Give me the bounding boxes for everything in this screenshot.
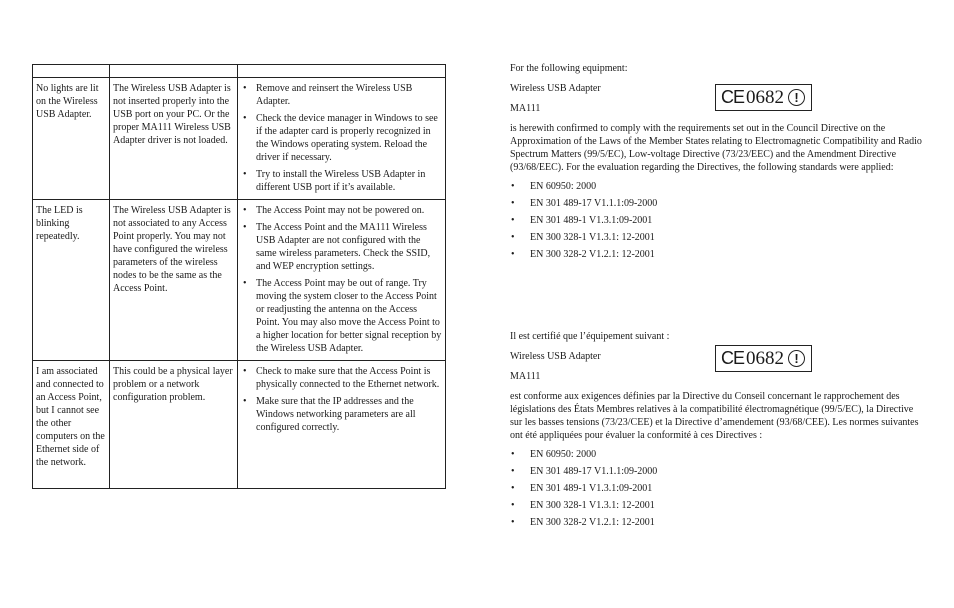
standard-item: • EN 60950: 2000 <box>510 448 922 465</box>
ce-logo: CE <box>721 87 745 107</box>
table-row <box>33 78 446 200</box>
standard-item: • EN 300 328-2 V1.2.1: 12-2001 <box>510 516 922 533</box>
ce-compliance-mark <box>715 84 812 111</box>
header-cell-solution <box>238 65 446 78</box>
declaration-intro: For the following equipment: <box>510 63 628 74</box>
declaration-model: MA111 <box>510 371 541 382</box>
standard-item: • EN 300 328-1 V1.3.1: 12-2001 <box>510 499 922 516</box>
solution-cell <box>238 200 446 361</box>
alert-icon: ! <box>788 89 805 106</box>
alert-icon: ! <box>788 350 805 367</box>
declaration-intro: Il est certifié que l’équipement suivant : <box>510 331 670 342</box>
declaration-model: MA111 <box>510 103 541 114</box>
solution-item: • The Access Point and the MA111 Wireless USB Adapter are not configured with the same wireless parameters. Check the SSID, and WEP encryption settings. <box>241 221 442 273</box>
solution-item: • Try to install the Wireless USB Adapter in different USB port if it’s available. <box>241 168 442 194</box>
declaration-product: Wireless USB Adapter <box>510 351 601 362</box>
solution-list <box>241 365 442 434</box>
solution-item: • Remove and reinsert the Wireless USB Adapter. <box>241 82 442 108</box>
notified-body-number: 0682 <box>746 348 785 369</box>
standard-item: • EN 300 328-1 V1.3.1: 12-2001 <box>510 231 922 248</box>
standard-item: • EN 301 489-17 V1.1.1:09-2000 <box>510 465 922 482</box>
ce-compliance-mark <box>715 345 812 372</box>
table-header-row <box>33 65 446 78</box>
solution-cell <box>238 78 446 200</box>
declaration-body: est conforme aux exigences définies par la Directive du Conseil concernant le rapprochement des législations des États Membres relatives à la compatibilité électromagnétique (99/5/EC), la Directive sur les basses tensions (73/23/CEE) et la Directive d’amendement (93/68/CEE). Les normes suivantes ont été appliquées pour évaluer la conformité à ces Directives : <box>510 391 919 441</box>
cause-cell: This could be a physical layer problem or a network configuration problem. <box>110 361 238 489</box>
notified-body-number: 0682 <box>746 87 785 108</box>
standard-item: • EN 300 328-2 V1.2.1: 12-2001 <box>510 248 922 265</box>
standards-list <box>510 448 922 533</box>
standard-item: • EN 301 489-1 V1.3.1:09-2001 <box>510 214 922 231</box>
standards-list <box>510 180 922 265</box>
symptom-cell: No lights are lit on the Wireless USB Adapter. <box>33 78 110 200</box>
solution-list <box>241 204 442 355</box>
solution-list <box>241 82 442 194</box>
solution-item: • The Access Point may be out of range. Try moving the system closer to the Access Point or readjusting the antenna on the Access Point. You may also move the Access Point to a higher location for better signal reception by the Wireless USB Adapter. <box>241 277 442 355</box>
solution-item: • Make sure that the IP addresses and the Windows networking parameters are all configured correctly. <box>241 395 442 434</box>
header-cell-cause <box>110 65 238 78</box>
declaration-body: is herewith confirmed to comply with the requirements set out in the Council Directive on the Approximation of the Laws of the Member States relating to Electromagnetic Compatibility and Radio Spectrum Matters (99/5/EC), Low-voltage Directive (73/23/EEC) and the Amendment Directive (93/68/EEC). For the evaluation regarding the Directives, the following standards were applied: <box>510 123 922 173</box>
standard-item: • EN 60950: 2000 <box>510 180 922 197</box>
solution-cell <box>238 361 446 489</box>
solution-item: • Check the device manager in Windows to see if the adapter card is properly recognized in the Windows operating system. Reload the driver if necessary. <box>241 112 442 164</box>
standard-item: • EN 301 489-17 V1.1.1:09-2000 <box>510 197 922 214</box>
cause-cell: The Wireless USB Adapter is not associated to any Access Point properly. You may not have configured the wireless parameters of the wireless nodes to be the same as the Access Point. <box>110 200 238 361</box>
symptom-cell: I am associated and connected to an Access Point, but I cannot see the other computers on the Ethernet side of the network. <box>33 361 110 489</box>
standard-item: • EN 301 489-1 V1.3.1:09-2001 <box>510 482 922 499</box>
ce-logo: CE <box>721 348 745 368</box>
solution-item: • Check to make sure that the Access Point is physically connected to the Ethernet network. <box>241 365 442 391</box>
table-row <box>33 200 446 361</box>
table-row <box>33 361 446 489</box>
troubleshooting-table <box>32 64 446 489</box>
declaration-product: Wireless USB Adapter <box>510 83 601 94</box>
header-cell-symptom <box>33 65 110 78</box>
declaration-english <box>510 62 922 265</box>
cause-cell: The Wireless USB Adapter is not inserted properly into the USB port on your PC. Or the proper MA111 Wireless USB Adapter driver is not loaded. <box>110 78 238 200</box>
symptom-cell: The LED is blinking repeatedly. <box>33 200 110 361</box>
solution-item: • The Access Point may not be powered on. <box>241 204 442 217</box>
declaration-french <box>510 330 922 533</box>
